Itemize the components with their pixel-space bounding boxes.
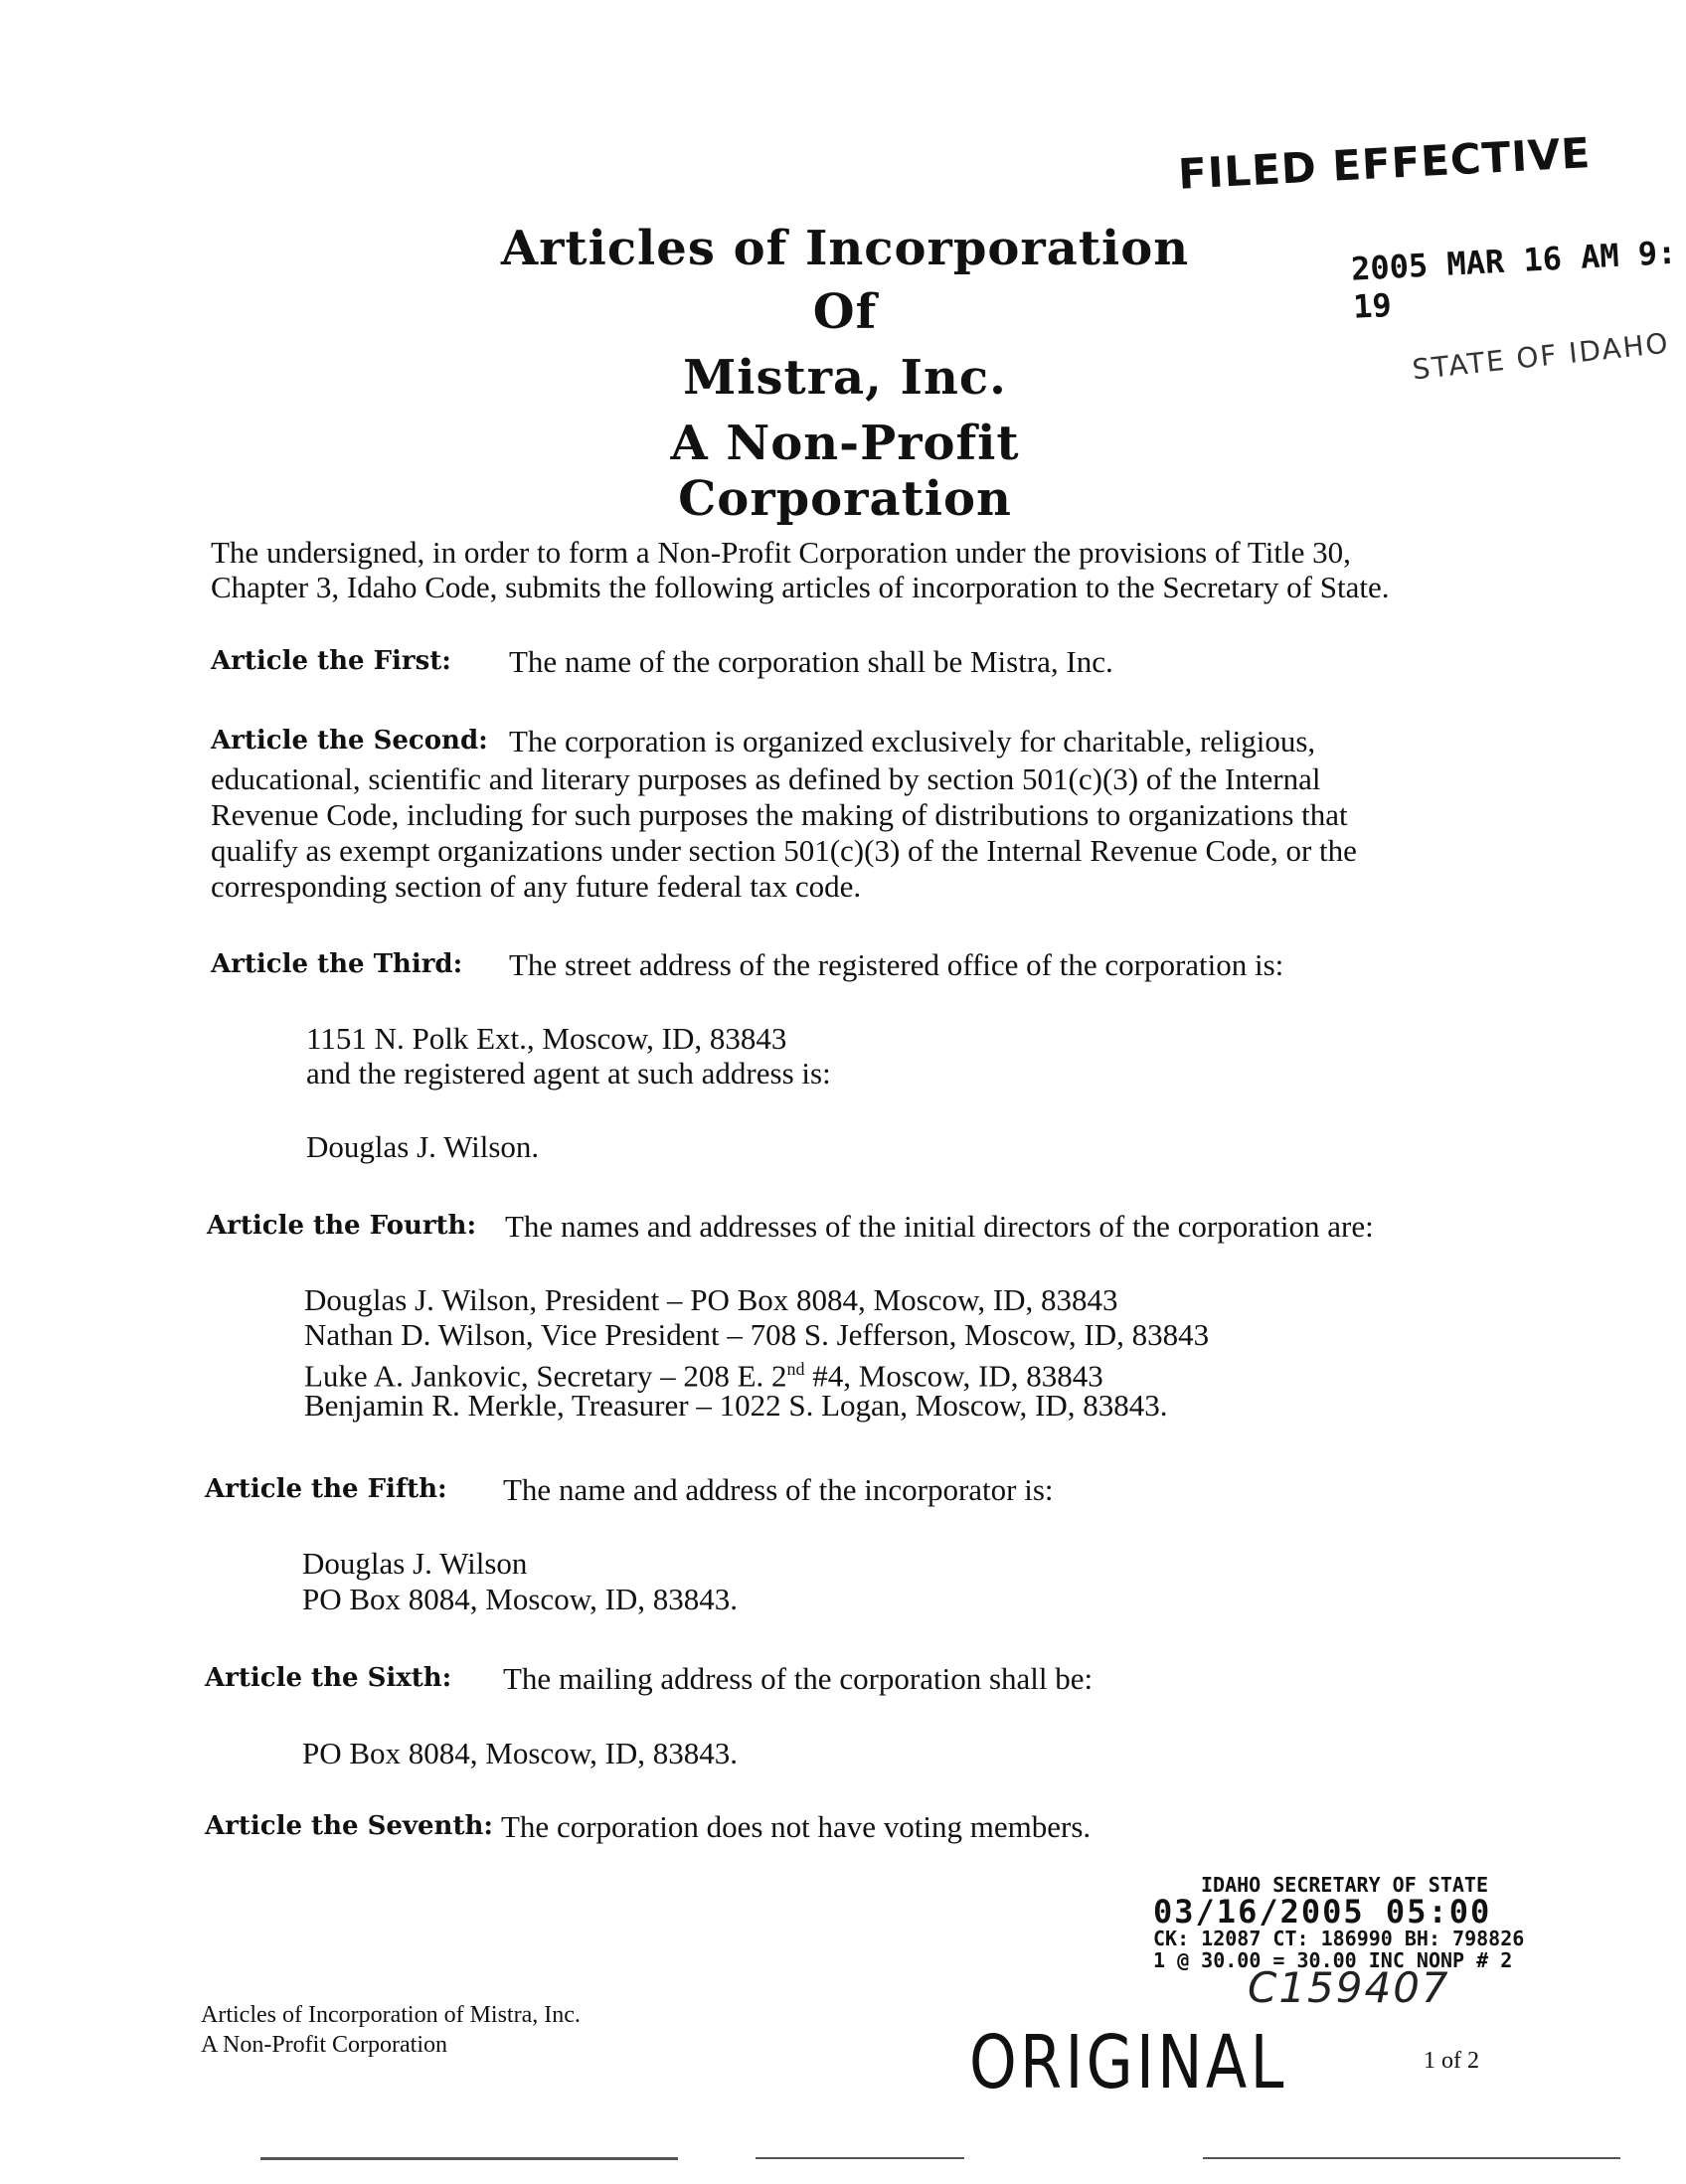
scan-artifact-line — [260, 2157, 678, 2160]
scan-artifact-line — [1203, 2157, 1620, 2159]
director-secretary-post: #4, Moscow, ID, 83843 — [804, 1358, 1103, 1394]
incorporator-name: Douglas J. Wilson — [302, 1546, 528, 1581]
original-stamp: ORIGINAL — [969, 2020, 1287, 2105]
article-second-line-5: corresponding section of any future federal tax code. — [211, 869, 862, 904]
article-second-line-3: Revenue Code, including for such purposes the making of distributions to organizations that — [211, 797, 1348, 832]
article-fourth-text: The names and addresses of the initial directors of the corporation are: — [505, 1209, 1374, 1244]
director-secretary-pre: Luke A. Jankovic, Secretary – 208 E. 2 — [304, 1358, 787, 1394]
receipt-line-4: 1 @ 30.00 = 30.00 INC NONP # 2 — [1153, 1948, 1513, 1972]
article-second-line-2: educational, scientific and literary purposes as defined by section 501(c)(3) of the Internal — [211, 761, 1321, 796]
intro-line-2: Chapter 3, Idaho Code, submits the following articles of incorporation to the Secretary of State. — [211, 570, 1390, 604]
director-treasurer: Benjamin R. Merkle, Treasurer – 1022 S. Logan, Moscow, ID, 83843. — [304, 1388, 1168, 1423]
receipt-line-1: IDAHO SECRETARY OF STATE — [1201, 1873, 1488, 1897]
scan-artifact-line — [756, 2157, 964, 2159]
handwritten-file-number: C159407 — [1248, 1963, 1450, 2012]
secretary-receipt-stamp — [1153, 1874, 1524, 1971]
title-line-4: A Non-Profit Corporation — [670, 416, 1020, 527]
title-line-1: Articles of Incorporation — [500, 221, 1190, 276]
page-number: 1 of 2 — [1424, 2048, 1479, 2074]
state-stamp: STATE OF IDAHO — [1410, 326, 1672, 387]
article-third-label: Article the Third: — [211, 949, 463, 979]
filed-effective-stamp: FILED EFFECTIVE — [1177, 128, 1593, 199]
article-third-text: The street address of the registered office of the corporation is: — [509, 947, 1284, 982]
article-second-label: Article the Second: — [211, 726, 488, 756]
article-seventh-label: Article the Seventh: — [205, 1811, 493, 1841]
title-line-3: Mistra, Inc. — [683, 350, 1007, 406]
registered-agent-name: Douglas J. Wilson. — [306, 1129, 540, 1164]
title-line-2: Of — [812, 284, 878, 340]
director-vice-president: Nathan D. Wilson, Vice President – 708 S. Jefferson, Moscow, ID, 83843 — [304, 1317, 1210, 1352]
article-first-label: Article the First: — [211, 646, 451, 676]
receipt-line-2: 03/16/2005 05:00 — [1153, 1893, 1492, 1931]
receipt-line-3: CK: 12087 CT: 186990 BH: 798826 — [1153, 1927, 1525, 1950]
incorporator-address: PO Box 8084, Moscow, ID, 83843. — [302, 1582, 739, 1616]
filing-date-stamp: 2005 MAR 16 AM 9: 19 — [1350, 233, 1678, 326]
article-sixth-text: The mailing address of the corporation shall be: — [503, 1661, 1094, 1696]
article-sixth-label: Article the Sixth: — [205, 1663, 452, 1693]
article-fourth-label: Article the Fourth: — [207, 1211, 477, 1241]
director-president: Douglas J. Wilson, President – PO Box 8084, Moscow, ID, 83843 — [304, 1282, 1118, 1317]
article-seventh-text: The corporation does not have voting members. — [501, 1809, 1092, 1844]
footer-line-2: A Non-Profit Corporation — [201, 2032, 447, 2058]
mailing-address: PO Box 8084, Moscow, ID, 83843. — [302, 1736, 739, 1770]
registered-office-address: 1151 N. Polk Ext., Moscow, ID, 83843 — [306, 1021, 787, 1056]
intro-line-1: The undersigned, in order to form a Non-Profit Corporation under the provisions of Title 30, — [211, 535, 1351, 570]
article-second-line-4: qualify as exempt organizations under section 501(c)(3) of the Internal Revenue Code, or the — [211, 833, 1357, 868]
article-fifth-text: The name and address of the incorporator is: — [503, 1472, 1054, 1507]
director-secretary-sup: nd — [786, 1359, 805, 1379]
article-second-line-1: The corporation is organized exclusively for charitable, religious, — [509, 724, 1316, 758]
article-first-text: The name of the corporation shall be Mistra, Inc. — [509, 644, 1113, 679]
registered-agent-intro: and the registered agent at such address is: — [306, 1056, 831, 1091]
article-fifth-label: Article the Fifth: — [205, 1474, 447, 1504]
footer-line-1: Articles of Incorporation of Mistra, Inc. — [201, 2002, 581, 2028]
